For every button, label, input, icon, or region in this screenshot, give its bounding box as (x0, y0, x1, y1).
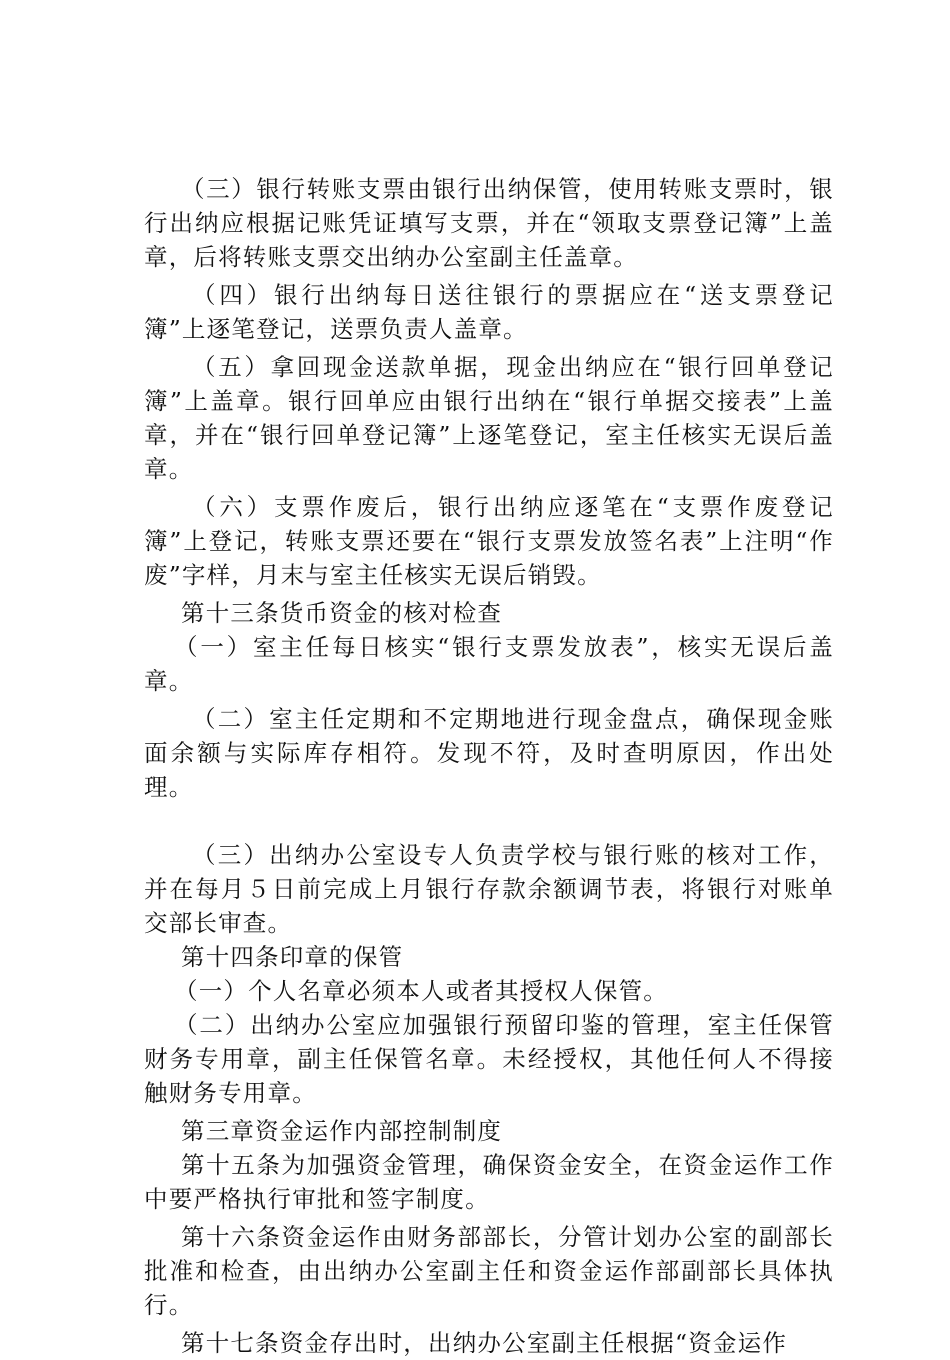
blank-line (144, 804, 834, 838)
paragraph-personal-seal: （一）个人名章必须本人或者其授权人保管。 (174, 977, 668, 1005)
article-15: 第十五条为加强资金管理，确保资金安全，在资金运作工作中要严格执行审批和签字制度。 (144, 1151, 834, 1213)
paragraph-bill-delivery: （四）银行出纳每日送往银行的票据应在“送支票登记簿”上逐笔登记，送票负责人盖章。 (144, 281, 834, 343)
paragraph-daily-verify: （一）室主任每日核实“银行支票发放表”，核实无误后盖章。 (144, 633, 834, 695)
article-16: 第十六条资金运作由财务部部长，分管计划办公室的副部长批准和检查，由出纳办公室副主任和资金运作部副部长具体执行。 (144, 1223, 834, 1319)
paragraph-bank-reconcile: （三）出纳办公室设专人负责学校与银行账的核对工作，并在每月５日前完成上月银行存款余额调节表，将银行对账单交部长审查。 (144, 841, 834, 937)
chapter-3-heading: 第三章资金运作内部控制制度 (181, 1117, 503, 1145)
article-13-heading: 第十三条货币资金的核对检查 (181, 599, 503, 627)
paragraph-check-custody: （三）银行转账支票由银行出纳保管，使用转账支票时，银行出纳应根据记账凭证填写支票，并在“领取支票登记簿”上盖章，后将转账支票交出纳办公室副主任盖章。 (144, 175, 834, 271)
article-17: 第十七条资金存出时，出纳办公室副主任根据“资金运作 (181, 1329, 788, 1357)
article-14-heading: 第十四条印章的保管 (181, 943, 404, 971)
paragraph-bank-receipt: （五）拿回现金送款单据，现金出纳应在“银行回单登记簿”上盖章。银行回单应由银行出纳在“银行单据交接表”上盖章，并在“银行回单登记簿”上逐笔登记，室主任核实无误后盖章。 (144, 353, 834, 483)
paragraph-seal-management: （二）出纳办公室应加强银行预留印鉴的管理，室主任保管财务专用章，副主任保管名章。未经授权，其他任何人不得接触财务专用章。 (144, 1011, 834, 1107)
paragraph-cash-count: （二）室主任定期和不定期地进行现金盘点，确保现金账面余额与实际库存相符。发现不符，及时查明原因，作出处理。 (144, 705, 834, 801)
document-page (144, 172, 834, 1360)
paragraph-void-check: （六）支票作废后，银行出纳应逐笔在“支票作废登记簿”上登记，转账支票还要在“银行支票发放签名表”上注明“作废”字样，月末与室主任核实无误后销毁。 (144, 493, 834, 589)
